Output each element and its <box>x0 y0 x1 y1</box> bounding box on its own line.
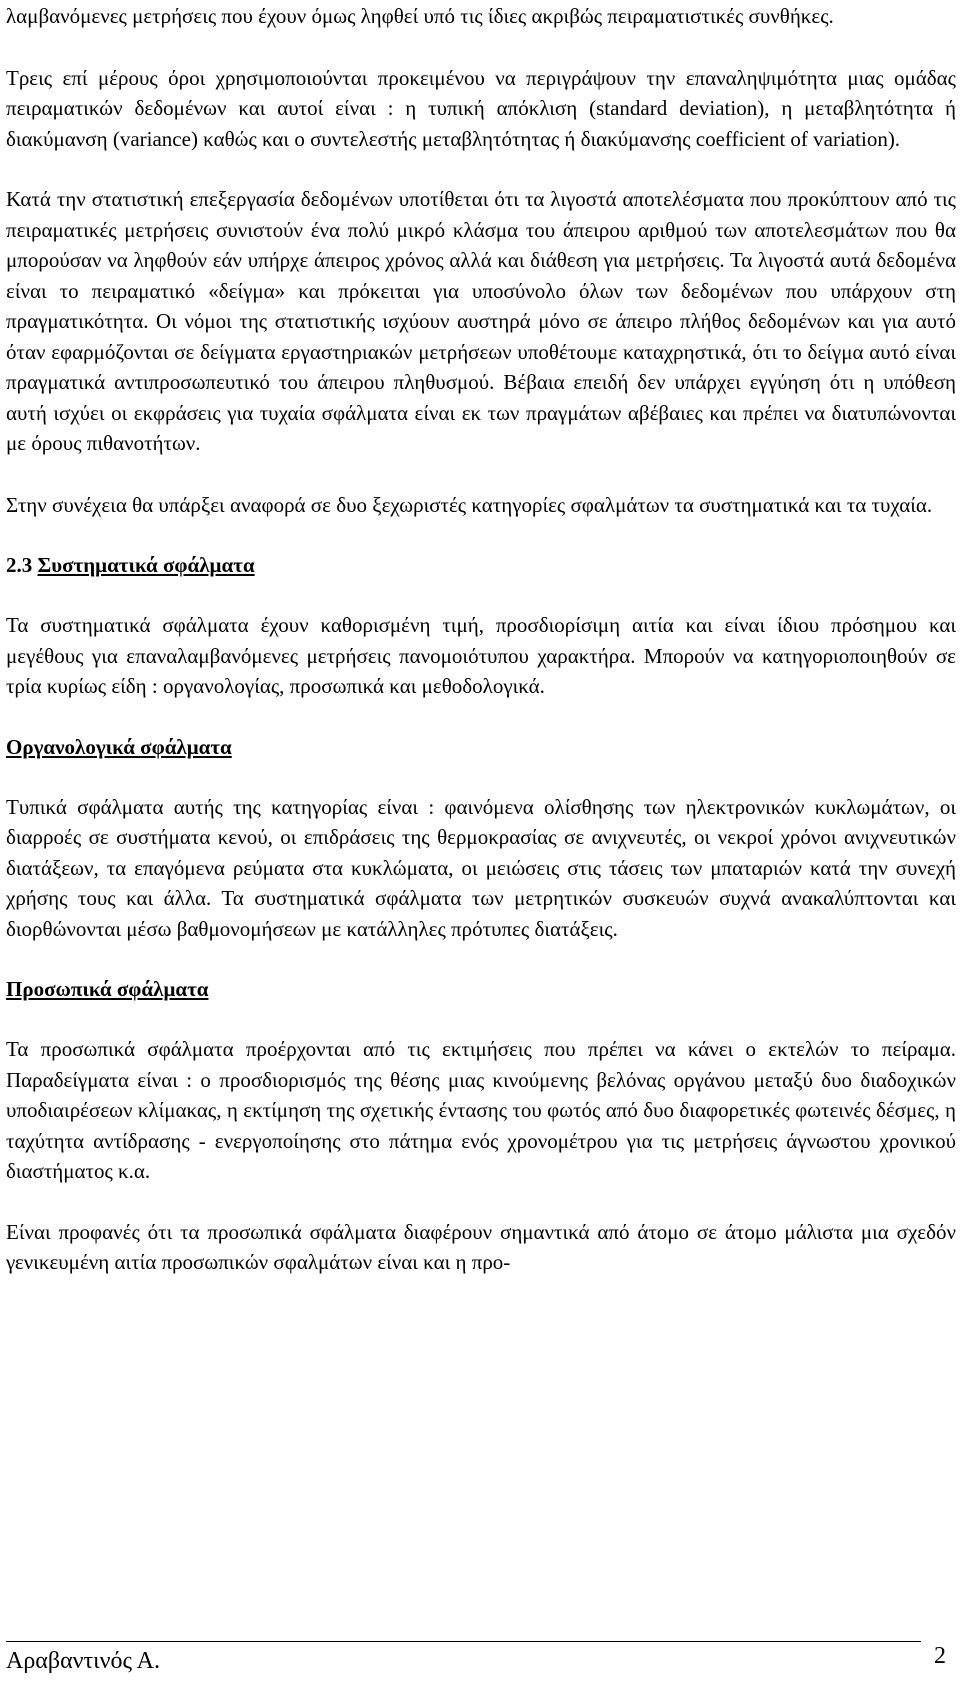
paragraph-systematic-errors: Τα συστηματικά σφάλματα έχουν καθορισμένη τιμή, προσδιορίσιμη αιτία και είναι ίδιου πρόσημου και μεγέθους για επαναλαμβανόμενες μετρήσεις πανομοιότυπου χαρακτήρα. Μπορούν να κατηγοριοποιηθούν σε τρία κυρίως είδη : οργανολογίας, προσωπικά και μεθοδολογικά. <box>6 613 956 698</box>
paragraph-statistical-processing: Κατά την στατιστική επεξεργασία δεδομένων υποτίθεται ότι τα λιγοστά αποτελέσματα που προκύπτουν από τις πειραματικές μετρήσεις συνιστούν ένα πολύ μικρό κλάσμα του άπειρου αριθμού των αποτελεσμάτων που θα μπορούσαν να ληφθούν εάν υπήρχε άπειρος χρόνος αλλά και διάθεση για μετρήσεις. Τα λιγοστά αυτά δεδομένα είναι το πειραματικό «δείγμα» και πρόκειται για υποσύνολο όλων των δεδομένων που υπάρχουν στη πραγματικότητα. Οι νόμοι της στατιστικής ισχύουν αυστηρά μόνο σε άπειρο πλήθος δεδομένων και για αυτό όταν εφαρμόζονται σε δείγματα εργαστηριακών μετρήσεων υποθέτουμε καταχρηστικά, ότι το δείγμα αυτό είναι πραγματικά αντιπροσωπευτικό του άπειρου πληθυσμού. Βέβαια επειδή δεν υπάρχει εγγύηση ότι η υπόθεση αυτή ισχύει οι εκφράσεις για τυχαία σφάλματα είναι εκ των πραγμάτων αβέβαιες και πρέπει να διατυπώνονται με όρους πιθανοτήτων. <box>6 187 956 455</box>
subheading-instrument-errors: Οργανολογικά σφάλματα <box>6 734 232 759</box>
section-number: 2.3 <box>6 553 33 577</box>
paragraph-personal-errors-variation: Είναι προφανές ότι τα προσωπικά σφάλματα διαφέρουν σημαντικά από άτομο σε άτομο μάλιστα μια σχεδόν γενικευμένη αιτία προσωπικών σφαλμάτων είναι και η προ- <box>6 1219 956 1274</box>
paragraph-instrument-errors: Τυπικά σφάλματα αυτής της κατηγορίας είναι : φαινόμενα ολίσθησης των ηλεκτρονικών κυκλωμάτων, οι διαρροές σε συστήματα κενού, οι επιδράσεις της θερμοκρασίας σε ανιχνευτές, οι νεκροί χρόνοι ανιχνευτικών διατάξεων, τα επαγόμενα ρεύματα στα κυκλώματα, οι μειώσεις στις τάσεις των μπαταριών κατά την συνεχή χρήσης τους και άλλα. Τα συστηματικά σφάλματα των μετρητικών συσκευών συχνά ανακαλύπτονται και διορθώνονται μέσω βαθμονομήσεων με κατάλληλες πρότυπες διατάξεις. <box>6 794 956 941</box>
document-page <box>6 0 956 1278</box>
paragraph-personal-errors: Τα προσωπικά σφάλματα προέρχονται από τις εκτιμήσεις που πρέπει να κάνει ο εκτελών το πείραμα. Παραδείγματα είναι : ο προσδιορισμός της θέσης μιας κινούμενης βελόνας οργάνου μεταξύ δυο διαδοχικών υποδιαιρέσεων κλίμακας, η εκτίμηση της σχετικής έντασης του φωτός από δυο διαφορετικές φωτεινές δέσμες, η ταχύτητα αντίδρασης - ενεργοποίησης στο πάτημα ενός χρονομέτρου για τις μετρήσεις άγνωστου χρονικού διαστήματος κ.α. <box>6 1037 956 1183</box>
subheading-personal-errors: Προσωπικά σφάλματα <box>6 977 209 1001</box>
paragraph-error-categories: Στην συνέχεια θα υπάρξει αναφορά σε δυο ξεχωριστές κατηγορίες σφαλμάτων τα συστηματικά και τα τυχαία. <box>6 492 933 517</box>
footer-author: Αραβαντινός Α. <box>6 1648 160 1674</box>
section-title: Συστηματικά σφάλματα <box>37 553 255 577</box>
section-heading <box>6 550 956 580</box>
paragraph-repeatability-terms: Τρεις επί μέρους όροι χρησιμοποιούνται προκειμένου να περιγράψουν την επαναληψιμότητα μιας ομάδας πειραματικών δεδομένων και αυτοί είναι : η τυπική απόκλιση (standard deviation), η μεταβλητότητα ή διακύμανση (variance) καθώς και ο συντελεστής μεταβλητότητας ή διακύμανσης coefficient of variation). <box>6 65 956 151</box>
footer-page-number: 2 <box>934 1643 946 1669</box>
footer-rule <box>6 1641 921 1642</box>
paragraph-continuation: λαμβανόμενες μετρήσεις που έχουν όμως ληφθεί υπό τις ίδιες ακριβώς πειραματιστικές συνθήκες. <box>6 4 834 28</box>
